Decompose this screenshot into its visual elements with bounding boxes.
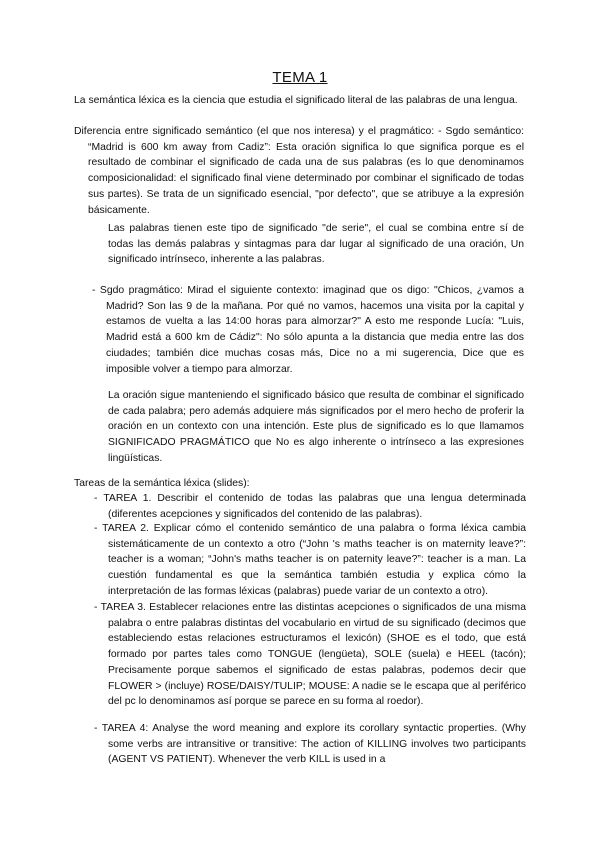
pragmatic-meaning-paragraph: La oración sigue manteniendo el significado básico que resulta de combinar el significado de cada palabra; pero además adquiere más significados por el mero hecho de proferir la oración en un contexto con una intención. Este plus de significado es lo que llamamos SIGNIFICADO PRAGMÁTICO que No es algo inherente o intrínseco a las expresiones lingüísticas. bbox=[108, 390, 524, 464]
pragmatic-paragraph: - Sgdo pragmático: Mirad el siguiente contexto: imaginad que os digo: "Chicos, ¿vamos a Madrid? Son las 9 de la mañana. Por qué no vamos, hacemos una visita por la capital y estamos de vuelta a las 14:00 horas para almorzar?" A esto me responde Lucía: "Luis, Madrid está a 600 km de Cádiz": No sólo apunta a la distancia que media entre las dos ciudades; también dice muchas cosas más, Dice no a mi sugerencia, Dice que es imposible volver a tiempo para almorzar. bbox=[92, 285, 524, 375]
semantic-vs-pragmatic-paragraph: Diferencia entre significado semántico (el que nos interesa) y el pragmático: - Sgdo semántico: “Madrid is 600 km away from Cadiz”: Esta oración significa lo que significa porque es el resultado de combinar el significado de cada una de sus palabras (es lo que denominamos composicionalidad: el significado final viene determinado por combinar el significado de todas sus partes). Se trata de un significado esencial, "por defecto", que se atribuye a la expresión básicamente. bbox=[74, 126, 524, 216]
task-item: - TAREA 4: Analyse the word meaning and explore its corollary syntactic properties. (Why some verbs are intransitive or transitive: The action of KILLING involves two participants (AGENT VS PATIENT). Whenever the verb KILL is used in a bbox=[94, 723, 526, 766]
task-item: - TAREA 2. Explicar cómo el contenido semántico de una palabra o forma léxica cambia sistemáticamente de un contexto a otro (“John 's maths teacher is on maternity leave?”: teacher is a woman; “John's maths teacher is on paternity leave?”: teacher is a man. La cuestión fundamental es que la semántica también estudia y explica cómo la interpretación de las formas léxicas (palabras) puede variar de un contexto a otro). bbox=[94, 523, 526, 597]
default-meaning-paragraph: Las palabras tienen este tipo de significado "de serie", el cual se combina entre sí de todas las demás palabras y sintagmas para dar lugar al significado de una oración, Un significado intrínseco, inherente a las palabras. bbox=[108, 223, 524, 266]
task-item: - TAREA 3. Establecer relaciones entre las distintas acepciones o significados de una misma palabra o entre palabras distintas del vocabulario en virtud de su significado (decimos que estableciendo estas relaciones estructuramos el lexicón) (SHOE es el todo, que está formado por partes tales como TONGUE (lengüeta), SOLE (suela) e HEEL (tacón); Precisamente porque sabemos el significado de estas palabras, podemos decir que FLOWER > (incluye) ROSE/DAISY/TULIP; MOUSE: A nadie se le escapa que al periférico del pc lo denominamos así porque se parece en su forma al roedor). bbox=[94, 602, 526, 708]
intro-paragraph: La semántica léxica es la ciencia que estudia el significado literal de las palabras de una lengua. bbox=[74, 95, 518, 106]
task-item: - TAREA 1. Describir el contenido de todas las palabras que una lengua determinada (diferentes acepciones y significados del contenido de las palabras). bbox=[94, 493, 526, 520]
tasks-heading: Tareas de la semántica léxica (slides): bbox=[74, 478, 250, 489]
page-title: TEMA 1 bbox=[272, 69, 328, 86]
